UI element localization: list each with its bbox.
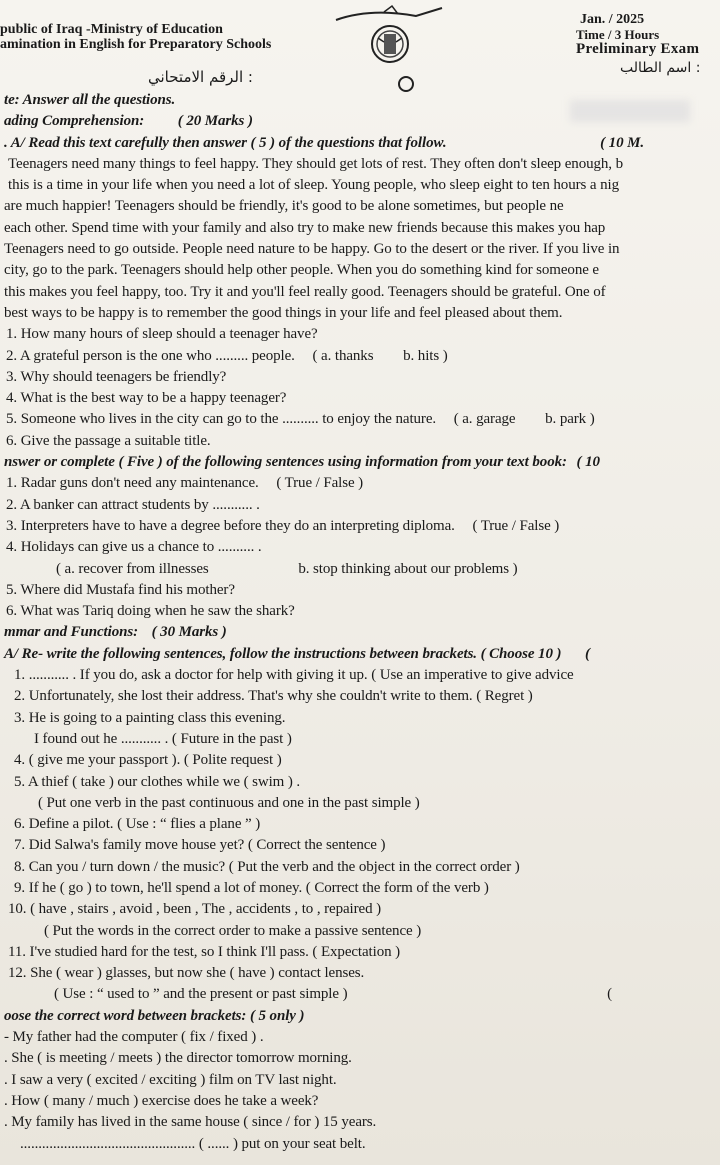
grammar-item: 11. I've studied hard for the test, so I think I'll pass. ( Expectation ) [8,943,401,960]
grammar-item: 8. Can you / turn down / the music? ( Put the verb and the object in the correct order ) [14,858,520,875]
option-a: ( a. garage [453,411,516,428]
grammar-item: ( Use : “ used to ” and the present or past simple ) [54,986,348,1003]
choose-item: - My father had the computer ( fix / fixed ) . [4,1029,264,1046]
grammar-item: 2. Unfortunately, she lost their address. That's why she couldn't write to them. ( Regret ) [14,688,533,705]
grammar-instruction-text: A/ Re- write the following sentences, follow the instructions between brackets. ( Choose 10 ) [4,645,562,662]
reading-question: 1. How many hours of sleep should a teenager have? [6,326,318,343]
reading-heading-text: ading Comprehension: [4,113,145,130]
textbook-options [0,559,720,580]
grammar-item: 5. A thief ( take ) our clothes while we ( swim ) . [14,773,301,790]
grammar-heading [0,622,720,643]
true-false-option: ( True / False ) [276,475,364,492]
section-b-instruction [0,452,720,473]
passage-line: Teenagers need many things to feel happy. They should get lots of rest. They often don't sleep enough, b [8,155,623,172]
passage-line: this makes you feel happy, too. Try it and you'll feel really good. Teenagers should be grateful. One of [4,283,606,300]
textbook-question: 6. What was Tariq doing when he saw the shark? [6,603,295,620]
grammar-instruction-tail: ( [585,645,590,662]
passage-line: are much happier! Teenagers should be friendly, it's good to be alone sometimes, but people ne [4,198,564,215]
textbook-question [0,516,720,537]
option-b: b. park ) [545,411,595,428]
header-left [0,22,271,52]
grammar-item: 3. He is going to a painting class this evening. [14,709,286,726]
ministry-emblem-icon [334,2,444,94]
question-text: 2. A grateful person is the one who ......... people. [6,347,295,364]
exam-time: Time / 3 Hours [576,27,660,42]
reading-question [0,409,720,430]
exam-title-line: amination in English for Preparatory Schools [0,37,272,52]
exam-content [0,90,720,1155]
choose-item: ................................................ ( ...... ) put on your seat belt. [20,1135,366,1152]
grammar-item: ( Put the words in the correct order to make a passive sentence ) [44,922,422,939]
reading-instruction-marks: ( 10 M. [600,134,645,151]
grammar-item: 4. ( give me your passport ). ( Polite request ) [14,752,282,769]
passage-line: this is a time in your life when you need a lot of sleep. Young people, who sleep eight to ten hours a nig [8,177,619,194]
seat-number-label: : الرقم الامتحاني [148,68,253,86]
grammar-item: 7. Did Salwa's family move house yet? ( Correct the sentence ) [14,837,386,854]
textbook-question: 5. Where did Mustafa find his mother? [6,581,235,598]
grammar-item: 1. ........... . If you do, ask a doctor for help with giving it up. ( Use an imperative to give advice [14,667,574,684]
grammar-heading-text: mmar and Functions: [4,624,138,641]
grammar-item-row [0,984,720,1005]
option-b: b. stop thinking about our problems ) [298,560,518,577]
reading-marks: ( 20 Marks ) [177,113,253,130]
ministry-line: public of Iraq -Ministry of Education [0,22,223,37]
passage-line: best ways to be happy is to remember the good things in your life and feel pleased about them. [4,304,563,321]
choose-item: . I saw a very ( excited / exciting ) film on TV last night. [4,1071,337,1088]
section-b-instruction-text: nswer or complete ( Five ) of the following sentences using information from your text book: [4,454,567,471]
grammar-tail-paren: ( [607,986,613,1003]
choose-item: . My family has lived in the same house ( since / for ) 15 years. [4,1114,377,1131]
choose-item: . How ( many / much ) exercise does he take a week? [4,1092,319,1109]
choose-item: . She ( is meeting / meets ) the director tomorrow morning. [4,1050,352,1067]
reading-instruction [0,133,720,154]
reading-question: 6. Give the passage a suitable title. [6,432,211,449]
reading-question [0,346,720,367]
grammar-marks: ( 30 Marks ) [151,624,227,641]
grammar-item: 9. If he ( go ) to town, he'll spend a lot of money. ( Correct the form of the verb ) [14,879,489,896]
grammar-item: 12. She ( wear ) glasses, but now she ( have ) contact lenses. [8,965,365,982]
grammar-item: 10. ( have , stairs , avoid , been , The , accidents , to , repaired ) [8,901,382,918]
section-b-marks: ( 10 [576,454,600,471]
option-b: b. hits ) [403,347,448,364]
option-a: ( a. thanks [312,347,374,364]
passage-line: Teenagers need to go outside. People need nature to be happy. Go to the desert or the river. If you live in [4,241,620,258]
grammar-item: ( Put one verb in the past continuous and one in the past simple ) [38,794,420,811]
question-text: 5. Someone who lives in the city can go to the .......... to enjoy the nature. [6,411,437,428]
exam-date: Jan. / 2025 [580,12,645,27]
choose-heading: oose the correct word between brackets: ( 5 only ) [4,1007,305,1024]
question-text: 1. Radar guns don't need any maintenance. [6,475,259,492]
true-false-option: ( True / False ) [472,517,560,534]
grammar-item: I found out he ........... . ( Future in the past ) [34,730,292,747]
reading-instruction-text: . A/ Read this text carefully then answer ( 5 ) of the questions that follow. [4,134,447,151]
question-text: 3. Interpreters have to have a degree before they do an interpreting diploma. [6,517,455,534]
passage [0,154,720,324]
textbook-question: 4. Holidays can give us a chance to .......... . [6,539,262,556]
student-name-label: : اسم الطالب [620,60,701,76]
reading-question: 4. What is the best way to be a happy teenager? [6,390,287,407]
passage-line: city, go to the park. Teenagers should help other people. When you do something kind for someone e [4,262,599,279]
textbook-question: 2. A banker can attract students by ........... . [6,496,260,513]
reading-heading [0,111,720,132]
passage-line: each other. Spend time with your family and also try to make new friends because this makes you hap [4,219,606,236]
option-a: ( a. recover from illnesses [56,560,209,577]
grammar-item: 6. Define a pilot. ( Use : “ flies a plane ” ) [14,816,261,833]
note-line: te: Answer all the questions. [4,92,176,108]
reading-question: 3. Why should teenagers be friendly? [6,368,227,385]
exam-type: Preliminary Exam [576,41,700,57]
textbook-question [0,473,720,494]
header-right [576,12,699,57]
grammar-instruction [0,644,720,665]
